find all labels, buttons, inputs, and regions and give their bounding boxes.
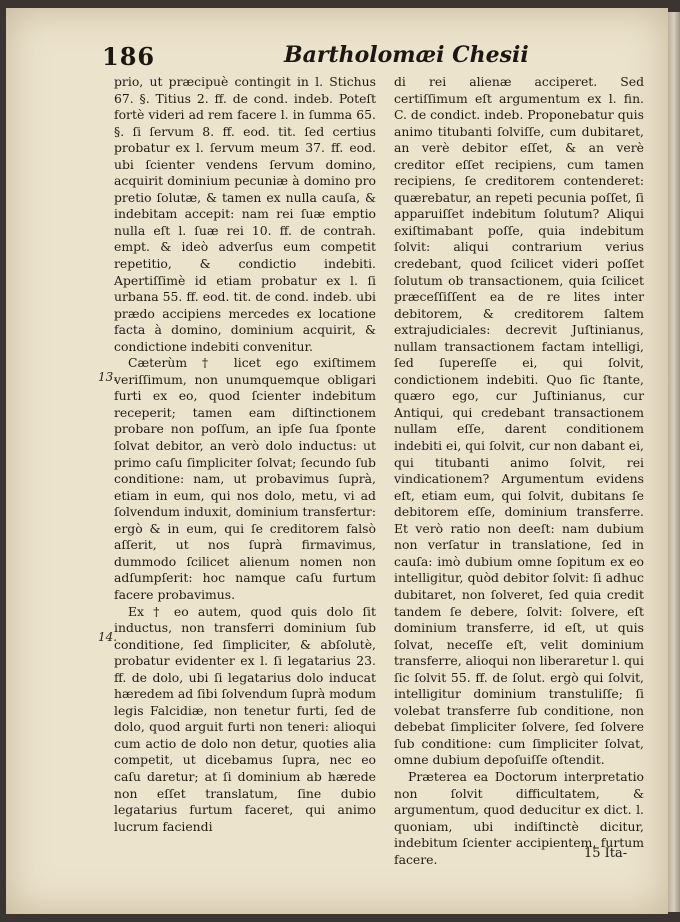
page-number: 186: [102, 42, 156, 71]
margin-number: 14.: [98, 630, 118, 644]
margin-number: 13.: [98, 370, 118, 384]
paragraph: Ex † eo autem, quod quis dolo ſit inductus, non transferri dominium ſub conditione, ſed ſimpliciter, & abſolutè, probatur evidenter ex l. ſi legatarius 23. ff. de dolo, ubi ſi legatarius dolo inducat hæredem ad ſibi ſolvendum ſuprà modum legis Falcidiæ, non tenetur furti, ſed de dolo, quod arguit furti non teneri: alioqui cum actio de dolo non detur, quoties alia competit, ut dicebamus ſupra, nec eo caſu daretur; at ſi dominium ab hærede non eſſet translatum, ſine dubio legatarius furtum faceret, qui animo lucrum faciendi: [114, 603, 377, 834]
paragraph: Cæterùm † licet ego exiſtimem veriſſimum, non unumquemque obligari furti ex eo, quod ſcienter indebitum receperit; tamen eam diſtinctionem probare non poſſum, an ipſe ſua ſponte ſolvat debitor, an verò dolo inductus: ut primo caſu ſimpliciter ſolvat; ſecundo ſub conditione: nam, ut probavimus ſuprà, etiam in eum, qui nos dolo, metu, vi ad ſolvendum induxit, dominium transfertur: ergò & in eum, qui ſe creditorem falsò aſſerit, ut nos ſuprà firmavimus, dummodo ſcilicet alienum nomen non adſumpſerit: hoc namque caſu furtum facere probavimus.: [114, 355, 376, 602]
left-column: [114, 74, 376, 835]
book-page: [6, 8, 668, 914]
page-edge: [668, 12, 680, 912]
paragraph: Præterea ea Doctorum interpretatio non ſolvit difficultatem, & argumentum, quod deducitur ex dict. l. quoniam, ubi indiſtinctè dicitur, indebitum ſcienter accipientem, furtum facere.: [394, 768, 644, 867]
paragraph: di rei alienæ acciperet. Sed certiſſimum eſt argumentum ex l. fin. C. de condict. indeb. Proponebatur quis animo titubanti ſolviſſe, cum dubitaret, an verè debitor eſſet, & an verè creditor eſſet recipiens, cum tamen recipiens, ſe creditorem contenderet: quærebatur, an repeti pecunia poſſet, ſi apparuiſſet indebitum ſolutum? Aliqui exiſtimabant poſſe, quia indebitum ſolvit: aliqui contrarium verius credebant, quod ſcilicet videri poſſet ſolutum ob transactionem, quia ſcilicet præceſſiſſent ea de re lites inter debitorem, & creditorem ſaltem extrajudiciales: decrevit Juſtinianus, nullam transactionem factam intelligi, ſed ſupereſſe ei, qui ſolvit, condictionem indebiti. Quo ſic ſtante, quæro ego, cur Juſtinianus, cur Antiqui, qui credebant transactionem nullam eſſe, darent conditionem indebiti ei, qui ſolvit, cur non dabant ei, qui titubanti animo ſolvit, rei vindicationem? Argumentum evidens eſt, etiam eum, qui ſolvit, dubitans ſe debitorem eſſe, dominium transferre. Et verò ratio non deeſt: nam dubium non verſatur in translatione, ſed in cauſa: imò dubium omne ſopitum ex eo intelligitur, quòd debitor ſolvit: ſi adhuc dubitaret, non ſolveret, ſed quia credit tandem ſe debere, ſolvit: ſolvere, eſt dominium transferre, id eſt, ut quis ſolvat, neceſſe eſt, velit dominium transferre, alioqui non liberaretur l. qui ſic ſolvit 55. ff. de ſolut. ergò qui ſolvit, intelligitur dominium transtuliſſe; ſi volebat transferre ſub conditione, non debebat ſimpliciter ſolvere, ſed ſolvere ſub conditione: cum ſimpliciter ſolvat, omne dubium depoſuiſſe oſtendit.: [394, 74, 645, 768]
page-header: [94, 26, 634, 70]
right-column: [394, 74, 644, 868]
running-head: Bartholomæi Chesii: [284, 42, 529, 68]
paragraph: prio, ut præcipuè contingit in l. Stichus 67. §. Titius 2. ff. de cond. indeb. Poteſt fortè videri ad rem facere l. in ſumma 65. §. ſi ſervum 8. ff. eod. tit. ſed certius probatur ex l. ſervum meum 37. ff. eod. ubi ſcienter vendens ſervum domino, acquirit dominium pecuniæ à domino pro pretio ſolutæ, & tamen ex nulla cauſa, & indebitam accepit: nam rei ſuæ emptio nulla eſt l. ſuæ rei 10. ff. de contrah. empt. & ideò adverſus eum competit repetitio, & condictio indebiti. Apertiſſimè id etiam probatur ex l. ſi urbana 55. ff. eod. tit. de cond. indeb. ubi prædo accipiens mercedes ex locatione facta à domino, dominium acquirit, & condictione indebiti convenitur.: [114, 74, 376, 354]
catchword: 15 Ita-: [584, 846, 628, 861]
